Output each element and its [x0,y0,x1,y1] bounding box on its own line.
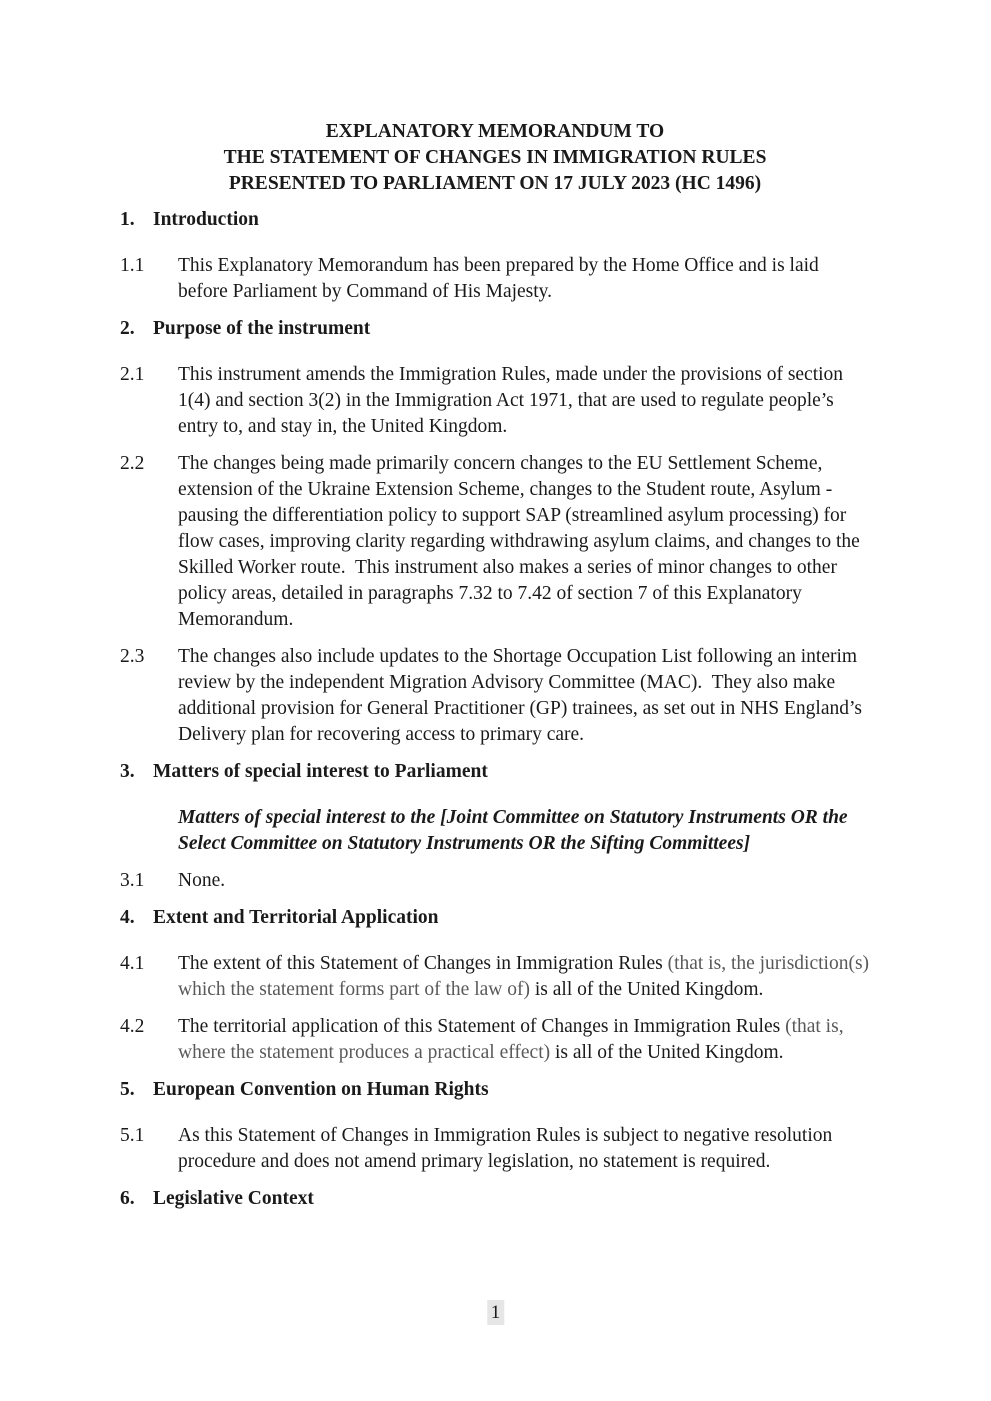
paragraph-text: This Explanatory Memorandum has been prepared by the Home Office and is laid before Parliament by Command of His Majesty. [178,255,824,302]
page-number: 1 [487,1300,505,1325]
section-heading-matters-of-special-interest [120,759,870,785]
section-number: 4. [120,907,135,928]
paragraph-text-segment: is all of the United Kingdom. [550,1042,784,1063]
paragraph-1-1 [120,253,870,305]
paragraph-text: The changes also include updates to the Shortage Occupation List following an interim review by the independent Migration Advisory Committee (MAC). They also make additional provision for General Practitioner (GP) trainees, as set out in NHS England’s Delivery plan for recovering access to primary care. [178,646,867,745]
paragraph-number: 3.1 [120,870,145,891]
section-number: 5. [120,1079,135,1100]
title-line-3: PRESENTED TO PARLIAMENT ON 17 JULY 2023 (HC 1496) [228,173,762,194]
section-number: 6. [120,1188,135,1209]
paragraph-text: As this Statement of Changes in Immigration Rules is subject to negative resolution procedure and does not amend primary legislation, no statement is required. [178,1125,838,1172]
section-heading-label: Purpose of the instrument [153,318,371,339]
section-heading-label: Extent and Territorial Application [153,907,439,928]
section-heading-label: Matters of special interest to Parliament [153,761,488,782]
paragraph-number: 2.3 [120,646,145,667]
section-heading-purpose [120,316,870,342]
paragraph-number: 2.2 [120,453,145,474]
paragraph-text: The changes being made primarily concern changes to the EU Settlement Scheme, extension of the Ukraine Extension Scheme, changes to the Student route, Asylum - pausing the differentiation policy to support SAP (streamlined asylum processing) for flow cases, improving clarity regarding withdrawing asylum claims, and changes to the Skilled Worker route. This instrument also makes a series of minor changes to other policy areas, detailed in paragraphs 7.32 to 7.42 of section 7 of this Explanatory Memorandum. [178,453,865,630]
title-line-2: THE STATEMENT OF CHANGES IN IMMIGRATION RULES [223,147,767,168]
section-heading-introduction [120,207,870,233]
paragraph-text [178,951,874,1003]
template-muted-text: (that is, the jurisdiction(s) which the statement forms part of the law of) [178,953,874,1000]
paragraph-3-1 [120,868,870,894]
section-heading-extent [120,905,870,931]
section-heading-legislative-context [120,1186,870,1212]
section-number: 2. [120,318,135,339]
paragraph-text: None. [178,870,226,891]
document-content [120,119,874,1232]
section-heading-echr [120,1077,870,1103]
paragraph-2-3 [120,644,870,748]
section-heading-label: European Convention on Human Rights [153,1079,489,1100]
section-heading-label: Legislative Context [153,1188,314,1209]
paragraph-text-segment: is all of the United Kingdom. [529,979,764,1000]
paragraph-number: 2.1 [120,364,145,385]
paragraph-text [178,1014,870,1066]
paragraph-text-segment: The territorial application of this Statement of Changes in Immigration Rules [178,1016,786,1037]
paragraph-2-2 [120,451,870,633]
template-guidance-note: Matters of special interest to the [Joint Committee on Statutory Instruments OR the Select Committee on Statutory Instruments OR the Sifting Committees] [178,807,848,854]
paragraph-text-segment: The extent of this Statement of Changes in Immigration Rules [178,953,668,974]
document-title [120,119,870,197]
paragraph-4-2 [120,1014,870,1066]
section-number: 3. [120,761,135,782]
paragraph-4-1 [120,951,874,1003]
section-number: 1. [120,209,135,230]
template-muted-text: (that is, where the statement produces a practical effect) [178,1016,849,1063]
title-line-1: EXPLANATORY MEMORANDUM TO [325,121,665,142]
section-heading-label: Introduction [153,209,259,230]
paragraph-number: 4.1 [120,953,145,974]
paragraph-2-1 [120,362,870,440]
paragraph-5-1 [120,1123,870,1175]
paragraph-number: 5.1 [120,1125,145,1146]
paragraph-text: This instrument amends the Immigration Rules, made under the provisions of section 1(4) and section 3(2) in the Immigration Act 1971, that are used to regulate people’s entry to, and stay in, the United Kingdom. [178,364,848,437]
paragraph-number: 1.1 [120,255,145,276]
paragraph-number: 4.2 [120,1016,145,1037]
